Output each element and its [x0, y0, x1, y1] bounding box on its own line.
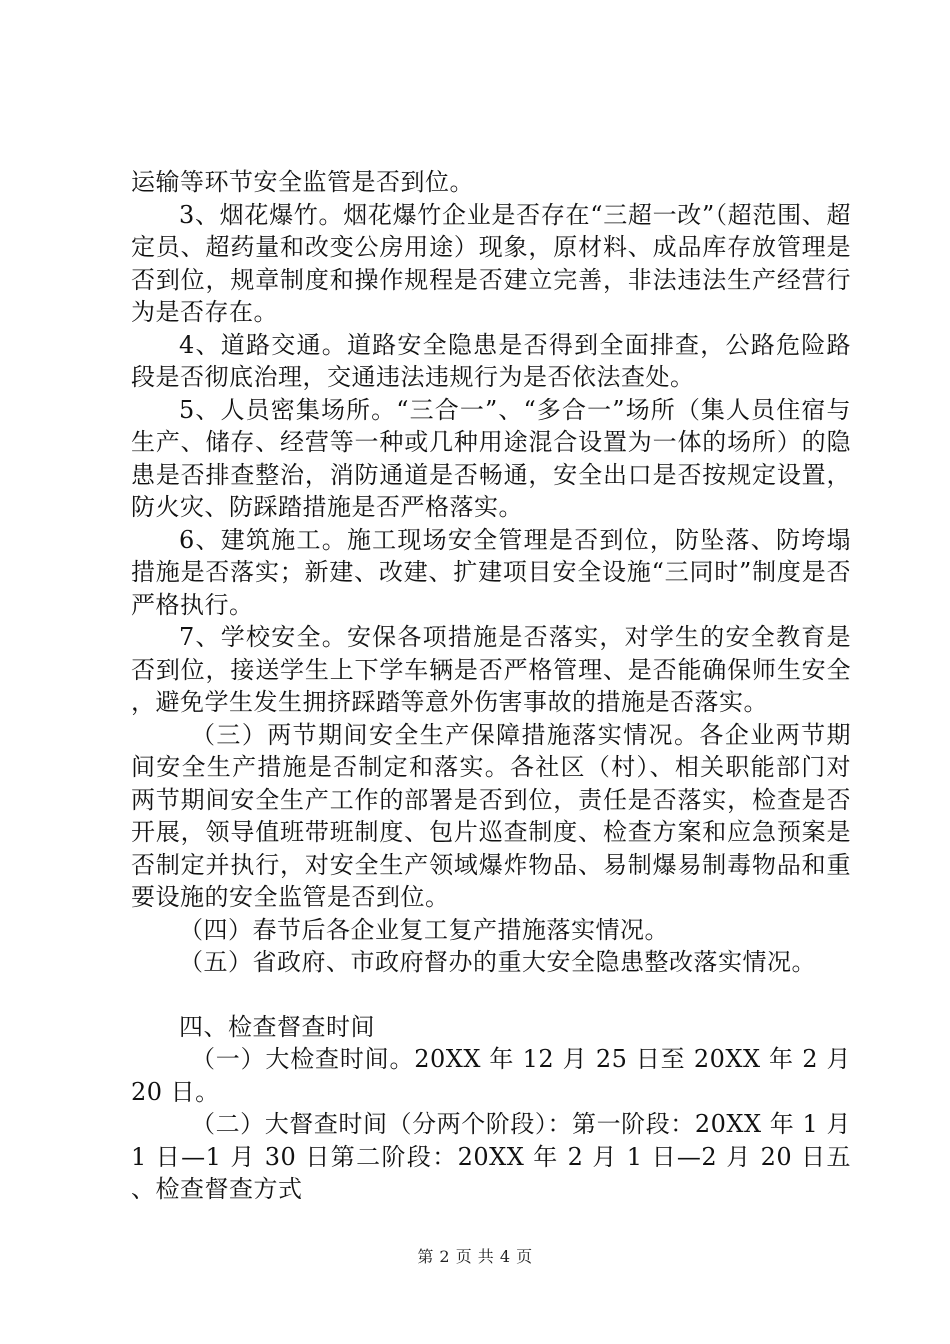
paragraph: 6、建筑施工。施工现场安全管理是否到位，防坠落、防垮塌措施是否落实；新建、改建、扩建项目安全设施“三同时”制度是否严格执行。 — [131, 525, 851, 619]
paragraph: （一）大检查时间。20XX 年 12 月 25 日至 20XX 年 2 月 20 日。 — [131, 1045, 851, 1106]
paragraph: 7、学校安全。安保各项措施是否落实，对学生的安全教育是否到位，接送学生上下学车辆是否严格管理、是否能确保师生安全，避免学生发生拥挤踩踏等意外伤害事故的措施是否落实。 — [131, 623, 851, 716]
section-heading: 四、检查督查时间 — [179, 1012, 375, 1041]
paragraph-spacer — [131, 979, 851, 1011]
paragraph: （五）省政府、市政府督办的重大安全隐患整改落实情况。 — [179, 948, 816, 976]
paragraph: （二）大督查时间（分两个阶段）：第一阶段：20XX 年 1 月 1 日—1 月 30 日第二阶段：20XX 年 2 月 1 日—2 月 20 日五、检查督查方式 — [131, 1110, 851, 1203]
paragraph: 运输等环节安全监管是否到位。 — [131, 168, 474, 196]
paragraph: 4、道路交通。道路安全隐患是否得到全面排查，公路危险路段是否彻底治理，交通违法违规行为是否依法查处。 — [131, 330, 851, 391]
paragraph: （四）春节后各企业复工复产措施落实情况。 — [179, 915, 669, 944]
paragraph: 3、烟花爆竹。烟花爆竹企业是否存在“三超一改”（超范围、超定员、超药量和改变公房用途）现象，原材料、成品库存放管理是否到位，规章制度和操作规程是否建立完善，非法违法生产经营行为是否存在。 — [131, 200, 851, 326]
paragraph: （三）两节期间安全生产保障措施落实情况。各企业两节期间安全生产措施是否制定和落实。各社区（村）、相关职能部门对两节期间安全生产工作的部署是否到位，责任是否落实，检查是否开展，领导值班带班制度、包片巡查制度、检查方案和应急预案是否制定并执行，对安全生产领域爆炸物品、易制爆易制毒物品和重要设施的安全监管是否到位。 — [131, 720, 851, 911]
paragraph: 5、人员密集场所。“三合一”、“多合一”场所（集人员住宿与生产、储存、经营等一种或几种用途混合设置为一体的场所）的隐患是否排查整治，消防通道是否畅通，安全出口是否按规定设置，防火灾、防踩踏措施是否严格落实。 — [131, 395, 851, 521]
document-body — [131, 166, 851, 1206]
page-number-footer: 第 2 页 共 4 页 — [417, 1247, 533, 1266]
